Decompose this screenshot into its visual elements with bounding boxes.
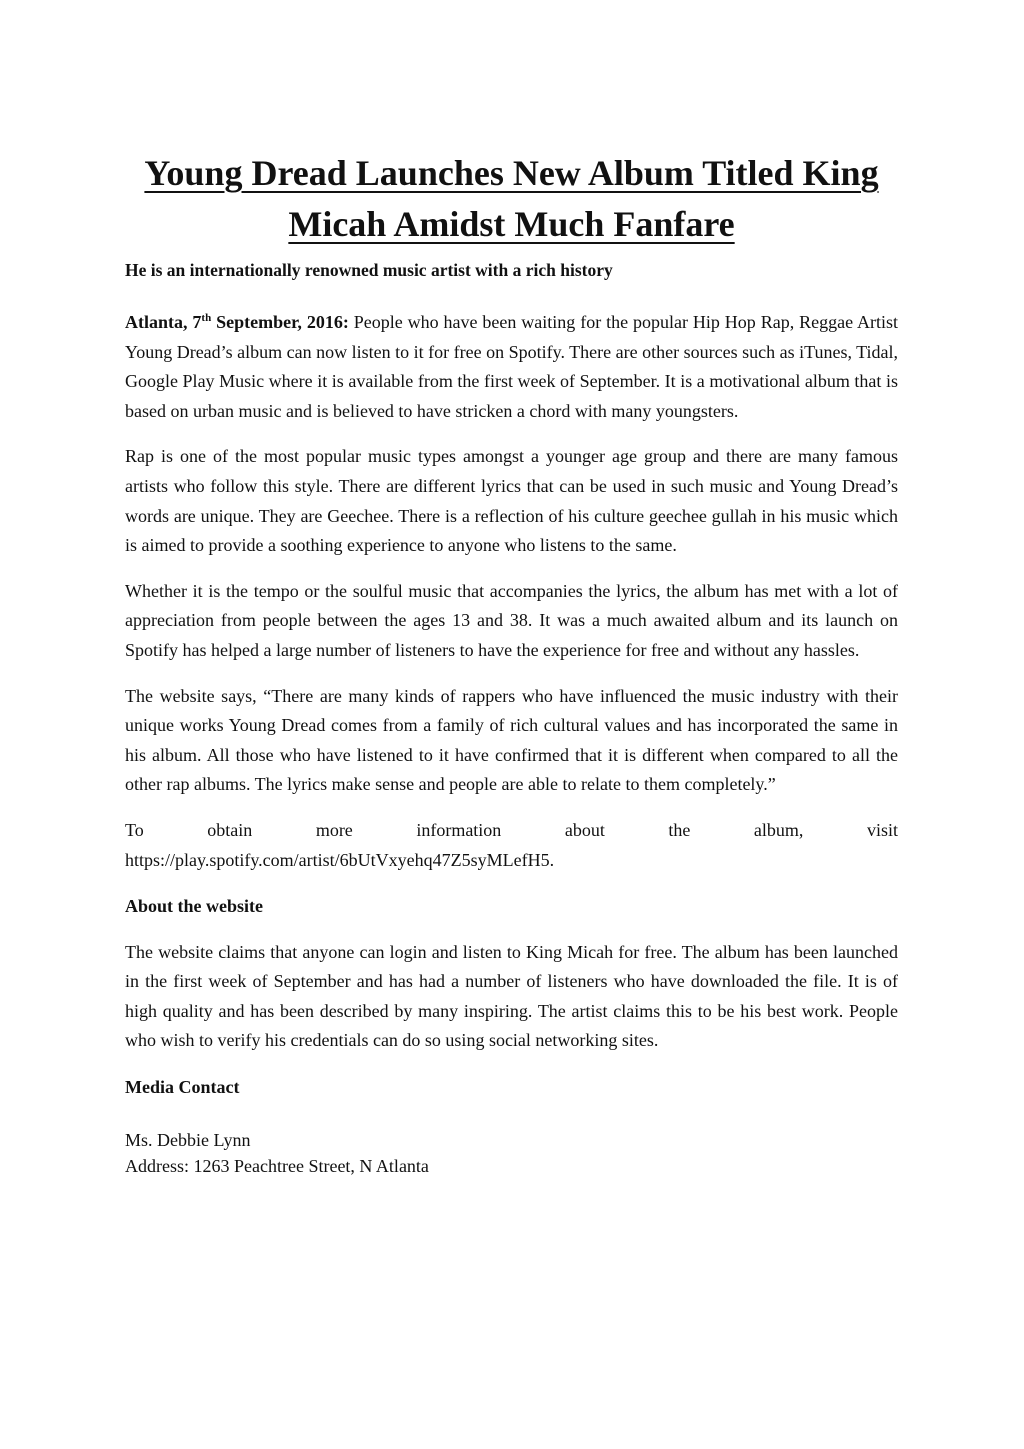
dateline-place: Atlanta, 7	[125, 312, 202, 332]
contact-address: Address: 1263 Peachtree Street, N Atlanta	[125, 1155, 429, 1176]
word: To	[125, 819, 144, 840]
dateline	[125, 312, 349, 332]
dateline-date: September, 2016:	[211, 312, 349, 332]
word: about	[564, 819, 605, 840]
word: more	[315, 819, 353, 840]
word: obtain	[207, 819, 253, 840]
word: the	[668, 819, 691, 840]
paragraph-tempo: Whether it is the tempo or the soulful music that accompanies the lyrics, the album has met with a lot of appreciation from people between the ages 13 and 38. It was a much awaited album and its launch on Spotify has helped a large number of listeners to have the experience for free and without any hassles.	[125, 580, 898, 660]
headline: Young Dread Launches New Album Titled King Micah Amidst Much Fanfare	[144, 153, 879, 244]
dateline-ordinal: th	[201, 312, 212, 324]
about-heading: About the website	[125, 896, 263, 917]
spotify-link[interactable]: https://play.spotify.com/artist/6bUtVxyehq47Z5syMLefH5.	[125, 849, 555, 870]
subheadline: He is an internationally renowned music artist with a rich history	[125, 260, 613, 280]
paragraph-rap: Rap is one of the most popular music types amongst a younger age group and there are many famous artists who follow this style. There are different lyrics that can be used in such music and Young Dread’s words are unique. They are Geechee. There is a reflection of his culture geechee gullah in his music which is aimed to provide a soothing experience to anyone who listens to the same.	[125, 446, 898, 556]
paragraph-intro-text: People who have been waiting for the popular Hip Hop Rap, Reggae Artist Young Dread’s album can now listen to it for free on Spotify. There are other sources such as iTunes, Tidal, Google Play Music where it is available from the first week of September. It is a motivational album that is based on urban music and is believed to have stricken a chord with many youngsters.	[125, 312, 898, 421]
paragraph-quote: The website says, “There are many kinds of rappers who have influenced the music industry with their unique works Young Dread comes from a family of rich cultural values and has incorporated the same in his album. All those who have listened to it have confirmed that it is different when compared to all the other rap albums. The lyrics make sense and people are able to relate to them completely.”	[125, 685, 898, 795]
media-contact-heading: Media Contact	[125, 1077, 240, 1098]
paragraph-intro	[125, 308, 898, 426]
paragraph-more-info	[125, 816, 898, 875]
contact-name: Ms. Debbie Lynn	[125, 1129, 251, 1150]
word: information	[416, 819, 502, 840]
press-release-page	[125, 148, 898, 1179]
word: album,	[753, 819, 804, 840]
more-info-line	[125, 816, 898, 846]
about-paragraph: The website claims that anyone can login and listen to King Micah for free. The album has been launched in the first week of September and has had a number of listeners who have downloaded the file. It is of high quality and has been described by many inspiring. The artist claims this to be his best work. People who wish to verify his credentials can do so using social networking sites.	[125, 941, 898, 1051]
word: visit	[866, 819, 898, 840]
